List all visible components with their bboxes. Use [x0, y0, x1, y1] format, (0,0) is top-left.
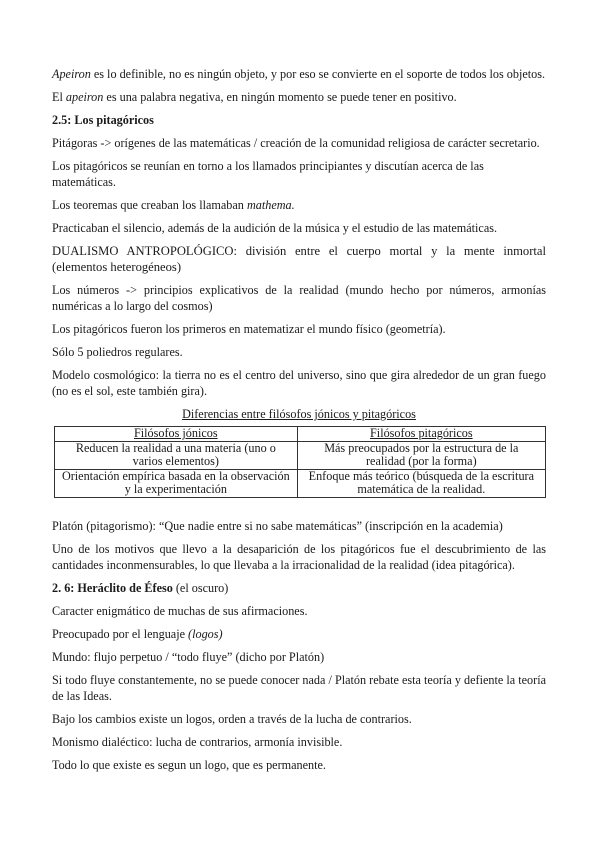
intro-text-1: es lo definible, no es ningún objeto, y por eso se convierte en el soporte de todos los objetos. [90, 67, 546, 81]
paragraph-permanente: Todo lo que existe es segun un logo, que es permanente. [52, 758, 326, 772]
apeiron-term: Apeiron [52, 67, 91, 81]
table-header-row [55, 427, 546, 442]
logos-term: (logos) [188, 627, 223, 641]
intro-text-2a: El [52, 90, 66, 104]
paragraph-silencio: Practicaban el silencio, además de la audición de la música y el estudio de las matemáticas. [52, 221, 498, 235]
paragraph-cosmologico: Modelo cosmológico: la tierra no es el centro del universo, sino que gira alrededor de un gran fuego (no es el sol, este también gira). [52, 368, 546, 398]
intro-paragraph-2 [52, 89, 546, 105]
table-header-jonicos: Filósofos jónicos [55, 427, 298, 442]
paragraph-todo-fluye: Si todo fluye constantemente, no se puede conocer nada / Platón rebate esta teoría y defiente la teoría de las Ideas. [52, 673, 546, 703]
paragraph-geometria: Los pitagóricos fueron los primeros en matematizar el mundo físico (geometría). [52, 322, 446, 336]
paragraph-poliedros: Sólo 5 poliedros regulares. [52, 345, 183, 359]
heraclito-heading-bold: 2. 6: Heráclito de Éfeso [52, 581, 173, 595]
table-row [55, 470, 546, 498]
intro-paragraph-1 [52, 66, 546, 82]
section-heading-pitagoricos: 2.5: Los pitagóricos [52, 113, 154, 127]
table-cell: Más preocupados por la estructura de la realidad (por la forma) [297, 442, 545, 470]
paragraph-enigmatico: Caracter enigmático de muchas de sus afirmaciones. [52, 604, 308, 618]
table-header-pitagoricos: Filósofos pitagóricos [297, 427, 545, 442]
paragraph-reunian: Los pitagóricos se reunían en torno a los llamados principiantes y discutían acerca de las matemáticas. [52, 159, 484, 189]
table-cell: Orientación empírica basada en la observación y la experimentación [55, 470, 298, 498]
paragraph-monismo: Monismo dialéctico: lucha de contrarios, armonía invisible. [52, 735, 343, 749]
table-cell: Reducen la realidad a una materia (uno o varios elementos) [55, 442, 298, 470]
section-heading-heraclito [52, 580, 546, 596]
table-caption: Diferencias entre filósofos jónicos y pitagóricos [182, 407, 416, 421]
paragraph-logos-orden: Bajo los cambios existe un logos, orden a través de la lucha de contrarios. [52, 712, 412, 726]
table-row [55, 442, 546, 470]
paragraph-numeros: Los números -> principios explicativos de la realidad (mundo hecho por números, armonías numéricas a lo largo del cosmos) [52, 283, 546, 313]
paragraph-dualismo: DUALISMO ANTROPOLÓGICO: división entre el cuerpo mortal y la mente inmortal (elementos heterogéneos) [52, 244, 546, 274]
teoremas-text: Los teoremas que creaban los llamaban [52, 198, 247, 212]
table-cell: Enfoque más teórico (búsqueda de la escritura matemática de la realidad. [297, 470, 545, 498]
paragraph-flujo: Mundo: flujo perpetuo / “todo fluye” (dicho por Platón) [52, 650, 325, 664]
document-page [52, 66, 546, 780]
paragraph-teoremas [52, 197, 546, 213]
mathema-term: mathema. [246, 198, 295, 212]
paragraph-platon-inscripcion: Platón (pitagorismo): “Que nadie entre si no sabe matemáticas” (inscripción en la academia) [52, 519, 503, 533]
intro-text-2b: es una palabra negativa, en ningún momento se puede tener en positivo. [103, 90, 457, 104]
paragraph-lenguaje [52, 626, 546, 642]
apeiron-term-2: apeiron [65, 90, 104, 104]
lenguaje-text: Preocupado por el lenguaje [52, 627, 189, 641]
paragraph-pitagoras: Pitágoras -> orígenes de las matemáticas / creación de la comunidad religiosa de carácter secretario. [52, 136, 540, 150]
comparison-table [54, 426, 546, 498]
heraclito-heading-rest: (el oscuro) [172, 581, 229, 595]
paragraph-desaparicion: Uno de los motivos que llevo a la desaparición de los pitagóricos fue el descubrimiento de las cantidades inconmensurables, lo que llevaba a la irracionalidad de la realidad (idea pitagórica). [52, 542, 546, 572]
